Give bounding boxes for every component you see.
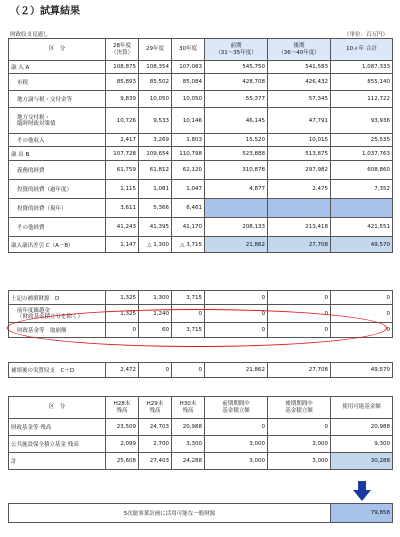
page-title: （２）試算結果 — [10, 6, 80, 17]
row-label: 地方交付税・ 臨時財政対策債 — [9, 108, 106, 134]
cell: 2,099 — [106, 436, 139, 453]
cell: 297,982 — [268, 161, 331, 180]
cell: 3,611 — [106, 199, 139, 218]
fund-balance-table — [8, 396, 393, 470]
cell: 20,988 — [172, 419, 205, 436]
row-label: 歳入歳出差引 C（A－B） — [9, 237, 106, 253]
cell: 93,936 — [331, 108, 393, 134]
table-row — [9, 453, 393, 470]
header-h29: H29末 残高 — [139, 397, 172, 419]
cell: 57,345 — [268, 91, 331, 108]
header-first-period: 前期 （31～35年度） — [205, 39, 268, 61]
cell: 545,750 — [205, 61, 268, 74]
row-label: 上記の補填財源 D — [9, 291, 106, 305]
cell: 41,395 — [139, 218, 172, 237]
cell: 49,570 — [331, 237, 393, 253]
cell: 49,570 — [331, 363, 393, 378]
cell: 0 — [268, 419, 331, 436]
general-revenue-table — [8, 503, 393, 523]
cell: 62,120 — [172, 161, 205, 180]
header-category: 区 分 — [9, 39, 106, 61]
row-label: 義務的経費 — [9, 161, 106, 180]
table-row — [9, 199, 393, 218]
row-label: その他経費 — [9, 218, 106, 237]
cell: 0 — [205, 305, 268, 323]
cell: 3,715 — [172, 323, 205, 338]
cell: 7,352 — [331, 180, 393, 199]
table-row — [9, 61, 393, 74]
cell: 0 — [331, 305, 393, 323]
cell: 60 — [139, 323, 172, 338]
table-row — [9, 436, 393, 453]
table-row — [9, 134, 393, 147]
cell: 1,047 — [172, 180, 205, 199]
cell: 3,000 — [205, 453, 268, 470]
cell: 855,140 — [331, 74, 393, 91]
cell: 27,708 — [268, 363, 331, 378]
cell: 3,269 — [139, 134, 172, 147]
row-label: 財政基金等 残高 — [9, 419, 106, 436]
cell: 3,000 — [268, 453, 331, 470]
cell: 0 — [331, 323, 393, 338]
header-second-period-fund: 後期期間中 基金積立額 — [268, 397, 331, 419]
supplementary-funding-table — [8, 290, 393, 338]
header-category: 区 分 — [9, 397, 106, 419]
table-row — [9, 161, 393, 180]
table-row — [9, 291, 393, 305]
cell: 109,654 — [139, 147, 172, 161]
cell: 47,791 — [268, 108, 331, 134]
cell: 0 — [139, 363, 172, 378]
cell: 1,300 — [139, 291, 172, 305]
cell: 24,288 — [172, 453, 205, 470]
cell: 27,708 — [268, 237, 331, 253]
cell: 310,878 — [205, 161, 268, 180]
cell: 9,533 — [139, 108, 172, 134]
cell: 25,608 — [106, 453, 139, 470]
cell: 1,087,333 — [331, 61, 393, 74]
cell: 61,812 — [139, 161, 172, 180]
cell: 85,893 — [106, 74, 139, 91]
cell: 21,862 — [205, 237, 268, 253]
header-first-period-fund: 前期期間中 基金積立額 — [205, 397, 268, 419]
table-row — [9, 504, 393, 523]
row-label: 計 — [9, 453, 106, 470]
cell: △ 1,300 — [139, 237, 172, 253]
cell: 1,115 — [106, 180, 139, 199]
cell: 1,325 — [106, 305, 139, 323]
cell: 85,084 — [172, 74, 205, 91]
cell: 41,243 — [106, 218, 139, 237]
cell: 30,288 — [331, 453, 393, 470]
cell: 0 — [172, 305, 205, 323]
table-row — [9, 108, 393, 134]
cell: 20,988 — [331, 419, 393, 436]
table-row — [9, 218, 393, 237]
cell: 2,472 — [106, 363, 139, 378]
cell: 107,083 — [172, 61, 205, 74]
cell: 0 — [268, 305, 331, 323]
cell: 9,300 — [331, 436, 393, 453]
header-fy28: 28年度 （決算） — [106, 39, 139, 61]
cell: 2,475 — [268, 180, 331, 199]
cell: 1,803 — [172, 134, 205, 147]
cell: 1,240 — [139, 305, 172, 323]
header-second-period: 後期 （36～40年度） — [268, 39, 331, 61]
row-label: 歳 入 A — [9, 61, 106, 74]
cell-empty — [205, 199, 268, 218]
cell: 0 — [106, 323, 139, 338]
cell: 1,081 — [139, 180, 172, 199]
table-row — [9, 323, 393, 338]
cell: 55,377 — [205, 91, 268, 108]
cell: 0 — [268, 323, 331, 338]
cell-empty — [268, 199, 331, 218]
row-label: 地方譲与税・交付金等 — [9, 91, 106, 108]
table-row — [9, 419, 393, 436]
cell: 3,715 — [172, 291, 205, 305]
cell: 21,862 — [205, 363, 268, 378]
cell: 41,170 — [172, 218, 205, 237]
cell: 10,726 — [106, 108, 139, 134]
cell: 421,551 — [331, 218, 393, 237]
unit-label: （単位：百万円） — [343, 32, 388, 38]
cell: 523,888 — [205, 147, 268, 161]
table-subtitle: 財政収支見通し — [10, 32, 49, 38]
cell: 1,147 — [106, 237, 139, 253]
cell: 0 — [205, 419, 268, 436]
net-balance-table — [8, 362, 393, 378]
cell: 1,037,763 — [331, 147, 393, 161]
cell: 27,403 — [139, 453, 172, 470]
row-label: 投資的経費（過年度） — [9, 180, 106, 199]
cell: △ 3,715 — [172, 237, 205, 253]
row-label: 財政基金等 取崩額 — [9, 323, 106, 338]
cell: 3,000 — [205, 436, 268, 453]
row-label: 5次総事業計画に活用可能な一般財源 — [9, 504, 331, 523]
row-label: 前年度繰越金 （財政基金積立分を除く） — [9, 305, 106, 323]
table-row — [9, 363, 393, 378]
cell: 79,858 — [331, 504, 393, 523]
cell: 10,146 — [172, 108, 205, 134]
cell: 9,839 — [106, 91, 139, 108]
cell: 426,432 — [268, 74, 331, 91]
cell: 0 — [172, 363, 205, 378]
row-label: 公共施設保全積立基金 残高 — [9, 436, 106, 453]
header-fy29: 29年度 — [139, 39, 172, 61]
cell: 23,509 — [106, 419, 139, 436]
row-label: 投資的経費（現年） — [9, 199, 106, 218]
table-row — [9, 91, 393, 108]
cell: 0 — [205, 323, 268, 338]
cell: 5,366 — [139, 199, 172, 218]
cell: 541,583 — [268, 61, 331, 74]
cell: 1,325 — [106, 291, 139, 305]
header-available-fund: 使用可能基金額 — [331, 397, 393, 419]
cell: 85,502 — [139, 74, 172, 91]
table-row — [9, 147, 393, 161]
fiscal-balance-table — [8, 38, 393, 253]
cell: 10,050 — [172, 91, 205, 108]
table-row — [9, 180, 393, 199]
row-label: 歳 出 B — [9, 147, 106, 161]
cell: 213,418 — [268, 218, 331, 237]
cell: 208,133 — [205, 218, 268, 237]
cell: 15,520 — [205, 134, 268, 147]
cell: 4,877 — [205, 180, 268, 199]
cell: 108,354 — [139, 61, 172, 74]
arrow-down-icon — [353, 481, 371, 501]
table-row — [9, 305, 393, 323]
header-h30: H30末 残高 — [172, 397, 205, 419]
cell: 10,050 — [139, 91, 172, 108]
cell: 513,875 — [268, 147, 331, 161]
cell: 0 — [205, 291, 268, 305]
cell: 61,759 — [106, 161, 139, 180]
cell: 108,875 — [106, 61, 139, 74]
cell: 46,145 — [205, 108, 268, 134]
cell: 2,417 — [106, 134, 139, 147]
header-h28: H28末 残高 — [106, 397, 139, 419]
table-row — [9, 237, 393, 253]
cell: 0 — [268, 291, 331, 305]
header-ten-year-total: 10ヵ年 合計 — [331, 39, 393, 61]
row-label: 市税 — [9, 74, 106, 91]
row-label: 補填後の実質収支 C＋D — [9, 363, 106, 378]
cell: 25,535 — [331, 134, 393, 147]
cell: 3,000 — [268, 436, 331, 453]
cell: 2,700 — [139, 436, 172, 453]
cell: 0 — [331, 291, 393, 305]
cell-empty — [331, 199, 393, 218]
cell: 10,015 — [268, 134, 331, 147]
cell: 24,703 — [139, 419, 172, 436]
cell: 3,300 — [172, 436, 205, 453]
cell: 428,708 — [205, 74, 268, 91]
cell: 107,728 — [106, 147, 139, 161]
header-fy30: 30年度 — [172, 39, 205, 61]
row-label: その他収入 — [9, 134, 106, 147]
cell: 112,722 — [331, 91, 393, 108]
table-row — [9, 74, 393, 91]
cell: 110,798 — [172, 147, 205, 161]
cell: 6,461 — [172, 199, 205, 218]
cell: 608,860 — [331, 161, 393, 180]
